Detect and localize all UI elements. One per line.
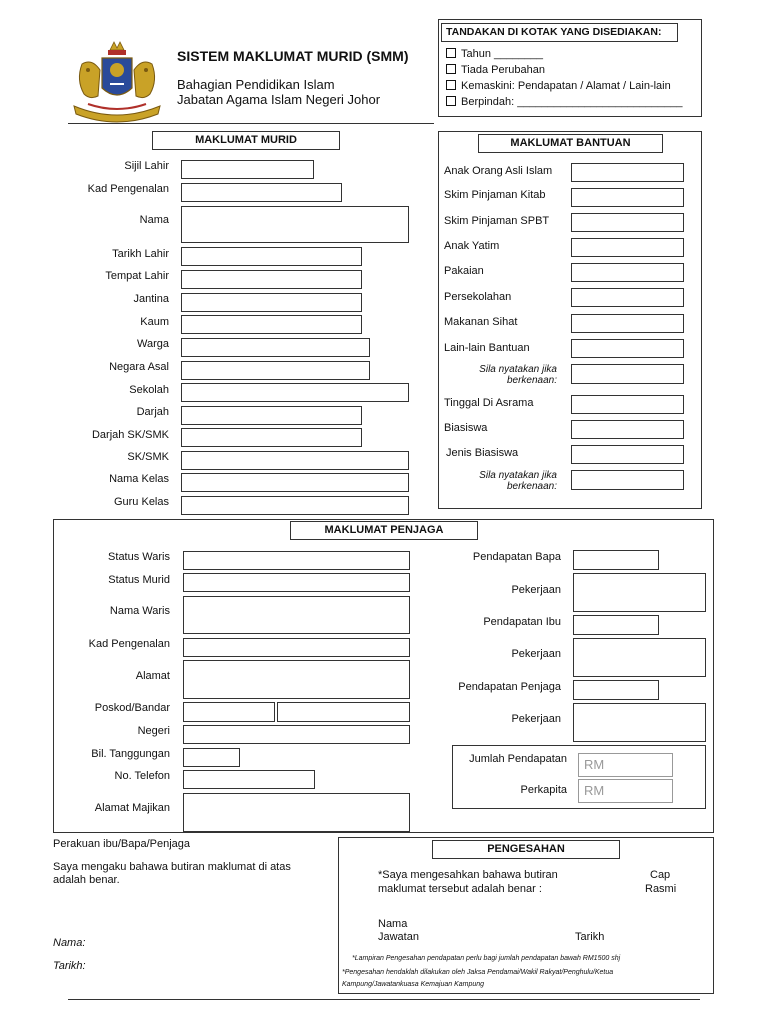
checkbox[interactable]	[446, 96, 456, 106]
input-sijil-lahir[interactable]	[181, 160, 314, 179]
input-kad-pengenalan[interactable]	[181, 183, 342, 202]
bantuan-section-title: MAKLUMAT BANTUAN	[478, 134, 663, 153]
input-sk-smk[interactable]	[181, 451, 409, 470]
label-tarikh-lahir: Tarikh Lahir	[112, 248, 169, 260]
label-jumlah-pendapatan: Jumlah Pendapatan	[469, 753, 567, 765]
label-pakaian: Pakaian	[444, 265, 484, 277]
label-sijil-lahir: Sijil Lahir	[124, 160, 169, 172]
label-bil-tanggungan: Bil. Tanggungan	[91, 748, 170, 760]
input-negeri[interactable]	[183, 725, 410, 744]
footnote-2-line-2: Kampung/Jawatankuasa Kemajuan Kampung	[342, 981, 485, 988]
input-jumlah-pendapatan[interactable]: RM	[578, 753, 673, 777]
input-pakaian[interactable]	[571, 263, 684, 282]
perakuan-text-2: adalah benar.	[53, 874, 120, 886]
label-sekolah: Sekolah	[129, 384, 169, 396]
label-nama-kelas: Nama Kelas	[109, 473, 169, 485]
input-status-waris[interactable]	[183, 551, 410, 570]
label-darjah-sk-smk: Darjah SK/SMK	[91, 429, 169, 441]
label-darjah: Darjah	[136, 406, 169, 418]
label-pekerjaan-ibu: Pekerjaan	[511, 648, 561, 660]
perakuan-text-1: Saya mengaku bahawa butiran maklumat di atas	[53, 861, 291, 873]
label-nama-waris: Nama Waris	[109, 605, 170, 617]
label-status-waris: Status Waris	[108, 551, 170, 563]
pengesahan-nama-label: Nama	[378, 918, 408, 930]
perakuan-tarikh-label: Tarikh:	[53, 960, 86, 972]
rasmi-label: Rasmi	[645, 883, 677, 895]
input-persekolahan[interactable]	[571, 288, 684, 307]
input-darjah[interactable]	[181, 406, 362, 425]
system-title: SISTEM MAKLUMAT MURID (SMM)	[177, 48, 409, 64]
label-orang-asli: Anak Orang Asli Islam	[444, 165, 553, 177]
input-asrama[interactable]	[571, 395, 684, 414]
label-lain-bantuan: Lain-lain Bantuan	[444, 342, 530, 354]
label-no-telefon: No. Telefon	[114, 770, 170, 782]
perakuan-title: Perakuan ibu/Bapa/Penjaga	[53, 838, 190, 850]
label-nama: Nama	[139, 214, 169, 226]
input-jenis-biasiswa-detail[interactable]	[571, 470, 684, 490]
label-negeri: Negeri	[137, 725, 170, 737]
input-negara-asal[interactable]	[181, 361, 370, 380]
input-warga[interactable]	[181, 338, 370, 357]
option-kemaskini[interactable]: Kemaskini: Pendapatan / Alamat / Lain-lain	[446, 80, 671, 92]
pengesahan-section-title: PENGESAHAN	[432, 840, 620, 859]
label-pendapatan-penjaga: Pendapatan Penjaga	[458, 681, 561, 693]
label-warga: Warga	[137, 338, 169, 350]
label-alamat-majikan: Alamat Majikan	[94, 802, 170, 814]
label-perkapita: Perkapita	[520, 784, 567, 796]
input-jenis-biasiswa[interactable]	[571, 445, 684, 464]
johor-crest-icon	[68, 40, 166, 124]
input-pendapatan-penjaga[interactable]	[573, 680, 659, 700]
footer-divider	[68, 999, 700, 1000]
pengesahan-jawatan-label: Jawatan	[378, 931, 419, 943]
input-poskod[interactable]	[183, 702, 275, 722]
cap-label: Cap	[650, 869, 671, 881]
label-jantina: Jantina	[133, 293, 169, 305]
input-kad-pengenalan-waris[interactable]	[183, 638, 410, 657]
option-tiada-perubahan[interactable]: Tiada Perubahan	[446, 64, 545, 76]
label-guru-kelas: Guru Kelas	[113, 496, 169, 508]
input-bil-tanggungan[interactable]	[183, 748, 240, 767]
pengesahan-text-2: maklumat tersebut adalah benar :	[378, 883, 542, 895]
label-pinjaman-kitab: Skim Pinjaman Kitab	[444, 189, 546, 201]
label-anak-yatim: Anak Yatim	[444, 240, 500, 252]
header-divider	[68, 123, 434, 124]
input-pendapatan-bapa[interactable]	[573, 550, 659, 570]
input-anak-yatim[interactable]	[571, 238, 684, 257]
input-nama-kelas[interactable]	[181, 473, 409, 492]
input-alamat[interactable]	[183, 660, 410, 699]
label-makanan-sihat: Makanan Sihat	[444, 316, 518, 328]
department-line-2: Jabatan Agama Islam Negeri Johor	[177, 92, 381, 107]
penjaga-section-title: MAKLUMAT PENJAGA	[290, 521, 478, 540]
input-orang-asli[interactable]	[571, 163, 684, 182]
input-perkapita[interactable]: RM	[578, 779, 673, 803]
input-pekerjaan-bapa[interactable]	[573, 573, 706, 612]
pengesahan-tarikh-label: Tarikh	[575, 931, 605, 943]
label-pendapatan-ibu: Pendapatan Ibu	[483, 616, 561, 628]
pengesahan-text-1: *Saya mengesahkan bahawa butiran	[378, 869, 558, 881]
input-darjah-sk-smk[interactable]	[181, 428, 362, 447]
input-pinjaman-spbt[interactable]	[571, 213, 684, 232]
input-kaum[interactable]	[181, 315, 362, 334]
label-poskod-bandar: Poskod/Bandar	[94, 702, 170, 714]
murid-section-title: MAKLUMAT MURID	[152, 131, 340, 150]
checkbox[interactable]	[446, 48, 456, 58]
department-line-1: Bahagian Pendidikan Islam	[177, 77, 335, 92]
option-tahun[interactable]: Tahun ________	[446, 48, 543, 60]
label-kad-pengenalan-waris: Kad Pengenalan	[88, 638, 170, 650]
footnote-1: *Lampiran Pengesahan pendapatan perlu bagi jumlah pendapatan bawah RM1500 shj	[352, 955, 621, 962]
input-nama-waris[interactable]	[183, 596, 410, 634]
input-tempat-lahir[interactable]	[181, 270, 362, 289]
input-pekerjaan-penjaga[interactable]	[573, 703, 706, 742]
input-lain-bantuan[interactable]	[571, 339, 684, 358]
label-kad-pengenalan: Kad Pengenalan	[87, 183, 169, 195]
label-pendapatan-bapa: Pendapatan Bapa	[472, 551, 561, 563]
note-lain-bantuan: Sila nyatakan jika berkenaan:	[479, 364, 557, 386]
label-alamat: Alamat	[135, 670, 170, 682]
checkbox-panel-title: TANDAKAN DI KOTAK YANG DISEDIAKAN:	[441, 23, 678, 42]
input-pinjaman-kitab[interactable]	[571, 188, 684, 207]
label-biasiswa: Biasiswa	[444, 422, 488, 434]
label-sk-smk: SK/SMK	[127, 451, 169, 463]
input-guru-kelas[interactable]	[181, 496, 409, 515]
input-makanan-sihat[interactable]	[571, 314, 684, 333]
label-kaum: Kaum	[140, 316, 169, 328]
label-pinjaman-spbt: Skim Pinjaman SPBT	[444, 215, 550, 227]
label-tempat-lahir: Tempat Lahir	[105, 270, 169, 282]
input-status-murid[interactable]	[183, 573, 410, 592]
perakuan-nama-label: Nama:	[53, 937, 86, 949]
input-no-telefon[interactable]	[183, 770, 315, 789]
input-sekolah[interactable]	[181, 383, 409, 402]
input-tarikh-lahir[interactable]	[181, 247, 362, 266]
input-jantina[interactable]	[181, 293, 362, 312]
label-negara-asal: Negara Asal	[109, 361, 169, 373]
input-pekerjaan-ibu[interactable]	[573, 638, 706, 677]
label-asrama: Tinggal Di Asrama	[444, 397, 534, 409]
label-status-murid: Status Murid	[108, 574, 170, 586]
label-jenis-biasiswa: Jenis Biasiswa	[446, 447, 519, 459]
label-persekolahan: Persekolahan	[444, 291, 512, 303]
label-pekerjaan-bapa: Pekerjaan	[511, 584, 561, 596]
option-berpindah[interactable]: Berpindah: ___________________________	[446, 96, 682, 108]
checkbox[interactable]	[446, 64, 456, 74]
input-lain-bantuan-detail[interactable]	[571, 364, 684, 384]
input-pendapatan-ibu[interactable]	[573, 615, 659, 635]
label-pekerjaan-penjaga: Pekerjaan	[511, 713, 561, 725]
input-biasiswa[interactable]	[571, 420, 684, 439]
input-bandar[interactable]	[277, 702, 410, 722]
note-jenis-biasiswa: Sila nyatakan jika berkenaan:	[479, 470, 557, 492]
footnote-2-line-1: *Pengesahan hendaklah dilakukan oleh Jaksa Pendamai/Wakil Rakyat/Penghulu/Ketua	[342, 969, 614, 976]
checkbox[interactable]	[446, 80, 456, 90]
input-alamat-majikan[interactable]	[183, 793, 410, 832]
input-nama[interactable]	[181, 206, 409, 243]
